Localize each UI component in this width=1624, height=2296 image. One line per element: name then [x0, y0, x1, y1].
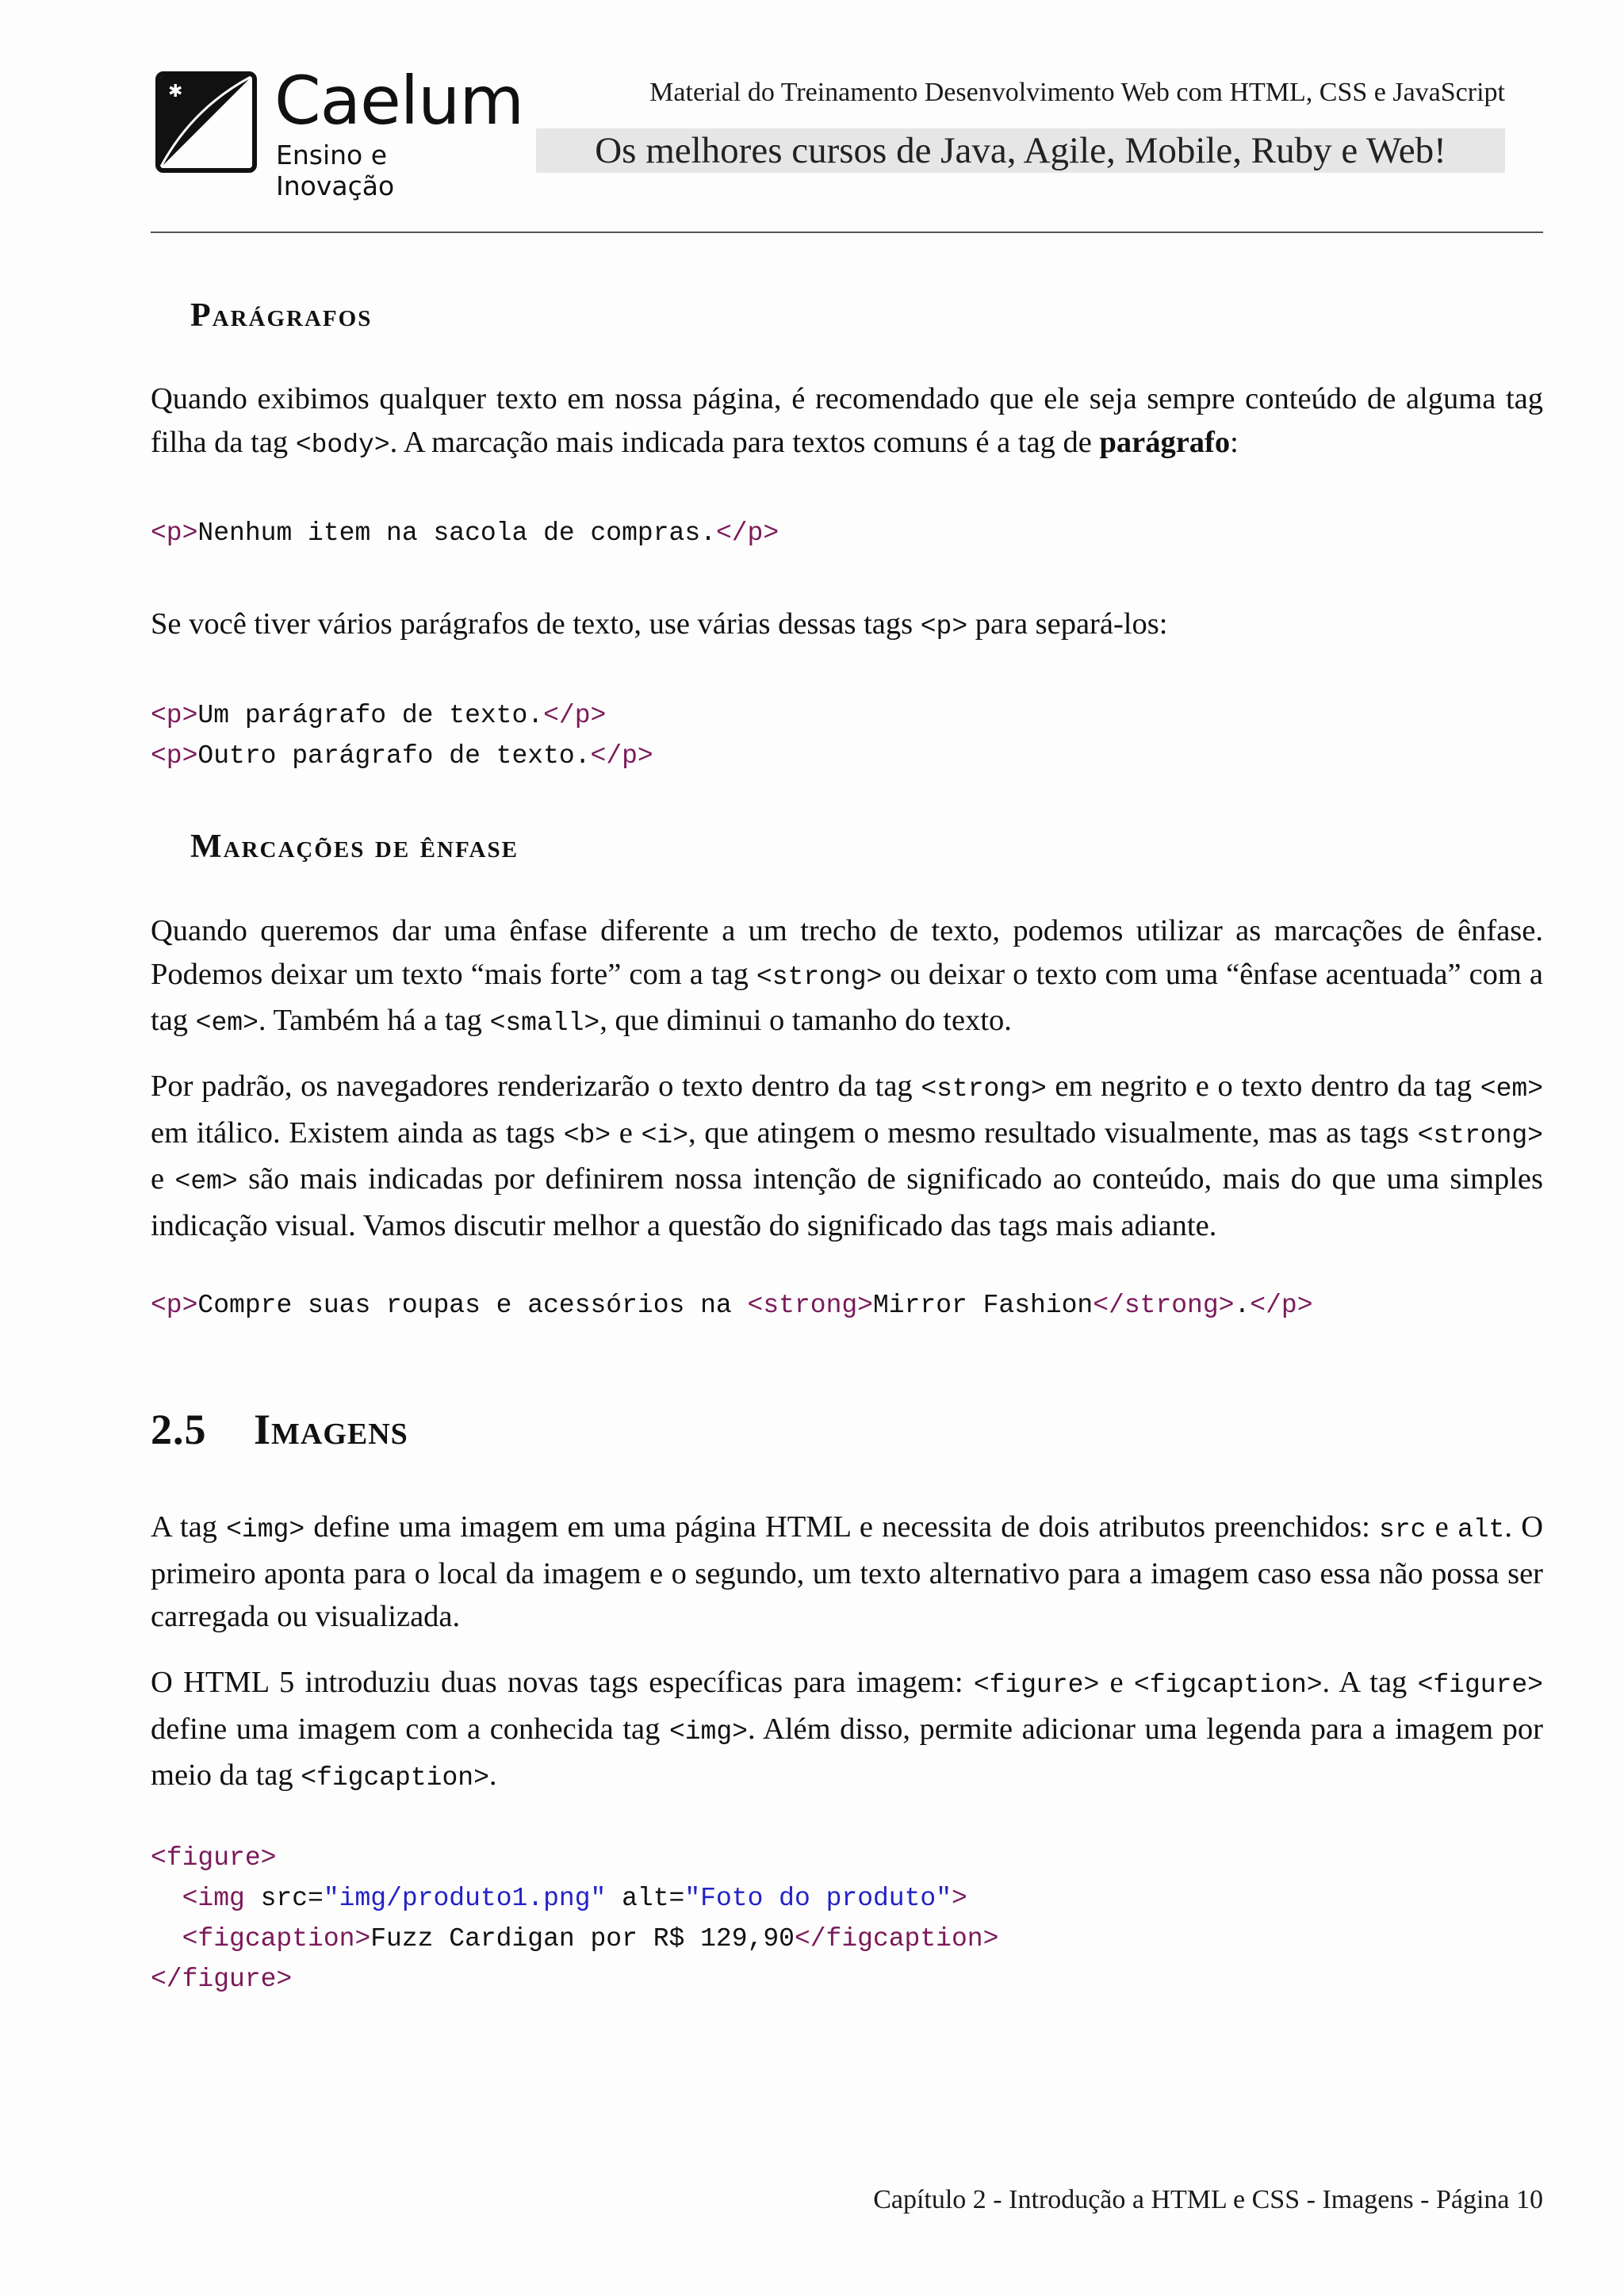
chapter-title: Imagens — [254, 1406, 408, 1453]
paragraph: Por padrão, os navegadores renderizarão o texto dentro da tag <strong> em negrito e o texto dentro da tag <em> em itálico. Existem ainda as tags <b> e <i>, que atingem o mesmo resultado visualmente, mas as tags <strong> e <em> são mais indicadas por definirem nossa intenção de significado ao conteúdo, mais do que uma simples indicação visual. Vamos discutir melhor a questão do significado das tags mais adiante. — [151, 1070, 1543, 1242]
logo-tagline: Ensino e Inovação — [276, 140, 395, 201]
header-divider — [151, 232, 1543, 233]
caelum-logo — [155, 62, 524, 201]
chapter-heading — [151, 1405, 408, 1454]
chapter-number: 2.5 — [151, 1406, 207, 1453]
code-block: <p>Compre suas roupas e acessórios na <strong>Mirror Fashion</strong>.</p> — [151, 1291, 1313, 1320]
header-banner: Os melhores cursos de Java, Agile, Mobile, Ruby e Web! — [536, 128, 1505, 173]
svg-text:✱: ✱ — [168, 82, 183, 101]
paragraph: Quando exibimos qualquer texto em nossa página, é recomendado que ele seja sempre conteúdo de alguma tag filha da tag <body>. A marcação mais indicada para textos comuns é a tag de parágrafo: — [151, 382, 1543, 460]
training-title: Material do Treinamento Desenvolvimento Web com HTML, CSS e JavaScript — [649, 78, 1505, 107]
paragraph: Quando queremos dar uma ênfase diferente a um trecho de texto, podemos utilizar as marcações de ênfase. Podemos deixar um texto “mais forte” com a tag <strong> ou deixar o texto com uma “ênfase acentuada” com a tag <em>. Também há a tag <small>, que diminui o tamanho do texto. — [151, 914, 1544, 1038]
paragraph: Se você tiver vários parágrafos de texto, use várias dessas tags <p> para separá-los: — [151, 607, 1168, 641]
logo-mark-icon — [160, 76, 252, 168]
logo-name: Caelum — [274, 62, 524, 140]
paragraph: O HTML 5 introduziu duas novas tags específicas para imagem: <figure> e <figcaption>. A tag <figure> define uma imagem com a conhecida tag <img>. Além disso, permite adicionar uma legenda para a imagem por meio da tag <figcaption>. — [151, 1666, 1543, 1793]
code-block: <p>Nenhum item na sacola de compras.</p> — [151, 519, 779, 548]
logo-mark — [155, 71, 257, 173]
section-heading-paragrafos: Parágrafos — [190, 297, 373, 334]
code-block: <p>Um parágrafo de texto.</p> <p>Outro parágrafo de texto.</p> — [151, 701, 653, 771]
code-block: <figure> <img src="img/produto1.png" alt="Foto do produto"> <figcaption>Fuzz Cardigan por R$ 129,90</figcaption> </figure> — [151, 1843, 999, 1994]
paragraph: A tag <img> define uma imagem em uma página HTML e necessita de dois atributos preenchidos: src e alt. O primeiro aponta para o local da imagem e o segundo, um texto alternativo para a imagem caso essa não possa ser carregada ou visualizada. — [151, 1510, 1544, 1633]
page-footer: Capítulo 2 - Introdução a HTML e CSS - Imagens - Página 10 — [873, 2185, 1543, 2214]
section-heading-enfase: Marcações de ênfase — [190, 828, 519, 865]
